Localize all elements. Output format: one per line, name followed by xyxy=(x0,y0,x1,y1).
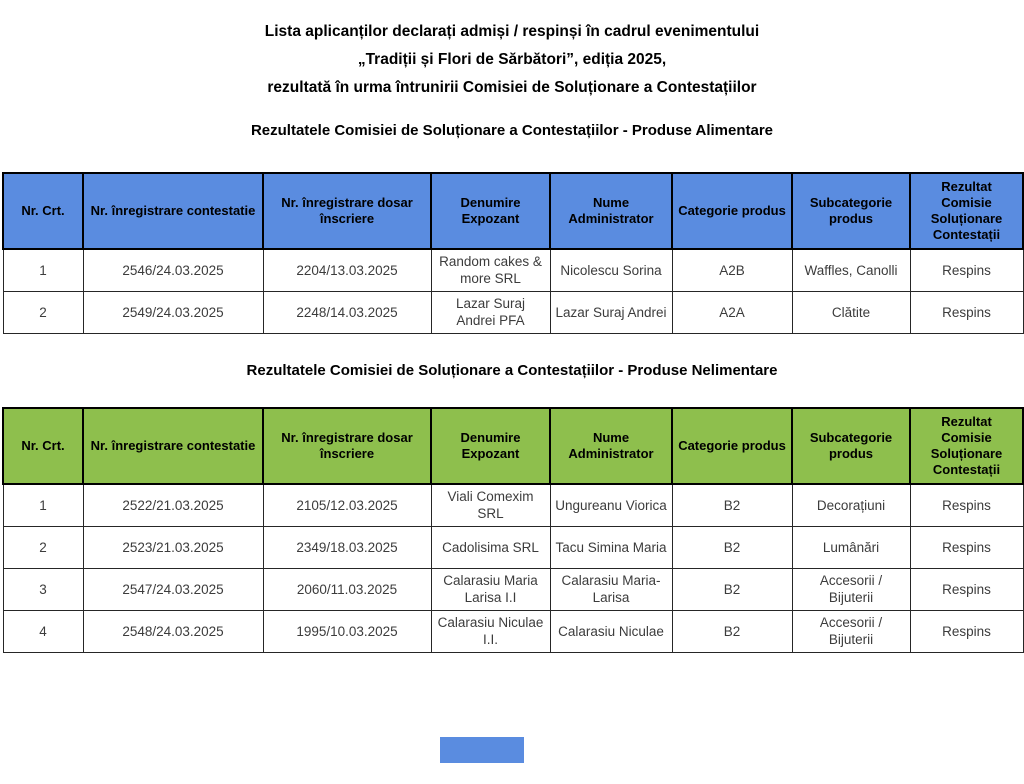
table-row xyxy=(3,610,1023,652)
table-cell: B2 xyxy=(672,610,792,652)
table-cell: Decorațiuni xyxy=(792,484,910,526)
table-cell: Clătite xyxy=(792,291,910,333)
table-row xyxy=(3,526,1023,568)
table-cell: Respins xyxy=(910,291,1023,333)
header-row xyxy=(3,408,1023,484)
table-row xyxy=(3,484,1023,526)
table-cell: Calarasiu Maria Larisa I.I xyxy=(431,568,550,610)
column-header: Nume Administrator xyxy=(550,173,672,249)
table-row xyxy=(3,568,1023,610)
table-cell: 1995/10.03.2025 xyxy=(263,610,431,652)
document-title xyxy=(0,18,1024,102)
results-table-nelimentare xyxy=(2,407,1024,653)
table-cell: 2 xyxy=(3,291,83,333)
table-cell: 2349/18.03.2025 xyxy=(263,526,431,568)
table-cell: Tacu Simina Maria xyxy=(550,526,672,568)
table-cell: 2547/24.03.2025 xyxy=(83,568,263,610)
header-row xyxy=(3,173,1023,249)
column-header: Denumire Expozant xyxy=(431,408,550,484)
column-header: Subcategorie produs xyxy=(792,173,910,249)
table-cell: 2522/21.03.2025 xyxy=(83,484,263,526)
table-cell: Respins xyxy=(910,610,1023,652)
table-cell: Respins xyxy=(910,484,1023,526)
table-cell: 2248/14.03.2025 xyxy=(263,291,431,333)
table-cell: 2105/12.03.2025 xyxy=(263,484,431,526)
section-subtitle-nelimentare: Rezultatele Comisiei de Soluționare a Contestațiilor - Produse Nelimentare xyxy=(246,362,778,379)
title-line-3: rezultată în urma întrunirii Comisiei de Soluționare a Contestațiilor xyxy=(267,79,757,96)
table-cell: A2A xyxy=(672,291,792,333)
table-cell: Respins xyxy=(910,568,1023,610)
table-cell: A2B xyxy=(672,249,792,291)
table-cell: Calarasiu Maria-Larisa xyxy=(550,568,672,610)
title-line-1: Lista aplicanților declarați admiși / respinși în cadrul evenimentului xyxy=(264,23,760,40)
table-cell: Lazar Suraj Andrei xyxy=(550,291,672,333)
table-cell: Accesorii / Bijuterii xyxy=(792,610,910,652)
title-line-2: „Tradiții și Flori de Sărbători”, ediția 2025, xyxy=(357,51,667,68)
column-header: Denumire Expozant xyxy=(431,173,550,249)
column-header: Rezultat Comisie Soluționare Contestații xyxy=(910,173,1023,249)
table-cell: 2060/11.03.2025 xyxy=(263,568,431,610)
column-header: Rezultat Comisie Soluționare Contestații xyxy=(910,408,1023,484)
table-cell: 2546/24.03.2025 xyxy=(83,249,263,291)
table-cell: Random cakes & more SRL xyxy=(431,249,550,291)
table-cell: Nicolescu Sorina xyxy=(550,249,672,291)
page-bottom-accent-block xyxy=(440,737,524,763)
table-cell: Respins xyxy=(910,526,1023,568)
results-table-alimentare xyxy=(2,172,1024,334)
table-cell: Cadolisima SRL xyxy=(431,526,550,568)
table-cell: Accesorii / Bijuterii xyxy=(792,568,910,610)
table-cell: 4 xyxy=(3,610,83,652)
table-cell: Lazar Suraj Andrei PFA xyxy=(431,291,550,333)
column-header: Nr. înregistrare contestatie xyxy=(83,408,263,484)
table-cell: 2548/24.03.2025 xyxy=(83,610,263,652)
column-header: Categorie produs xyxy=(672,173,792,249)
column-header: Nr. Crt. xyxy=(3,408,83,484)
column-header: Nr. înregistrare dosar înscriere xyxy=(263,408,431,484)
table-cell: 2523/21.03.2025 xyxy=(83,526,263,568)
column-header: Categorie produs xyxy=(672,408,792,484)
table-cell: 2 xyxy=(3,526,83,568)
table-cell: Calarasiu Niculae I.I. xyxy=(431,610,550,652)
table-cell: B2 xyxy=(672,526,792,568)
table-cell: Waffles, Canolli xyxy=(792,249,910,291)
column-header: Subcategorie produs xyxy=(792,408,910,484)
table-cell: B2 xyxy=(672,568,792,610)
table-cell: Ungureanu Viorica xyxy=(550,484,672,526)
table-cell: Calarasiu Niculae xyxy=(550,610,672,652)
column-header: Nume Administrator xyxy=(550,408,672,484)
table-cell: 1 xyxy=(3,484,83,526)
table-cell: 3 xyxy=(3,568,83,610)
table-cell: Lumânări xyxy=(792,526,910,568)
table-cell: 2549/24.03.2025 xyxy=(83,291,263,333)
table-cell: Respins xyxy=(910,249,1023,291)
column-header: Nr. Crt. xyxy=(3,173,83,249)
table-cell: 1 xyxy=(3,249,83,291)
table-row xyxy=(3,291,1023,333)
section-subtitle-alimentare: Rezultatele Comisiei de Soluționare a Contestațiilor - Produse Alimentare xyxy=(250,122,774,139)
table-cell: Viali Comexim SRL xyxy=(431,484,550,526)
table-cell: 2204/13.03.2025 xyxy=(263,249,431,291)
table-row xyxy=(3,249,1023,291)
column-header: Nr. înregistrare contestatie xyxy=(83,173,263,249)
column-header: Nr. înregistrare dosar înscriere xyxy=(263,173,431,249)
table-cell: B2 xyxy=(672,484,792,526)
